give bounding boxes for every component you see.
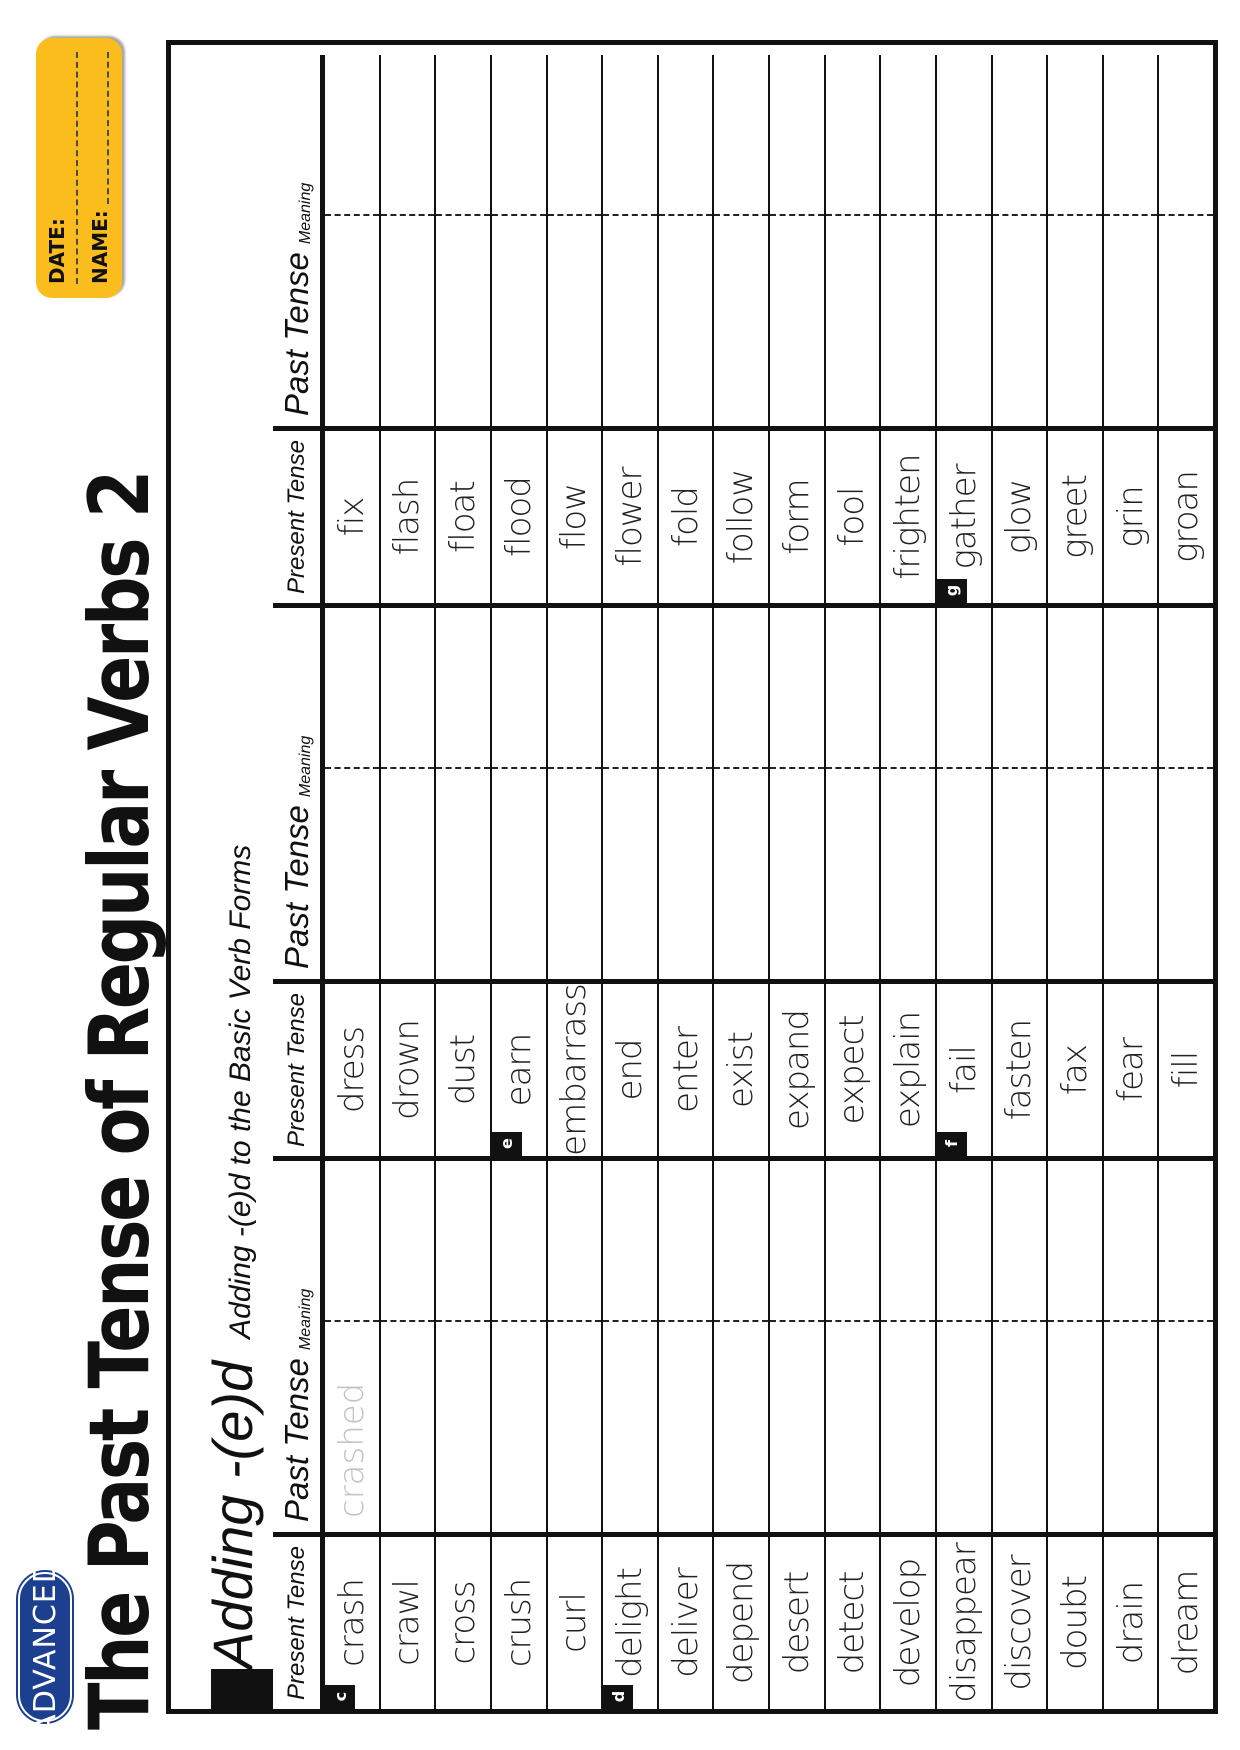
present-verb: depend <box>721 1561 762 1685</box>
past-tense-write-area[interactable] <box>436 767 490 979</box>
present-verb: flood <box>498 477 539 557</box>
present-verb: enter <box>665 1027 706 1113</box>
past-tense-write-area[interactable] <box>826 767 880 979</box>
past-tense-write-area[interactable] <box>492 1320 546 1532</box>
present-verb: desert <box>776 1571 817 1675</box>
present-verb-cell <box>381 1537 437 1709</box>
present-verb: crawl <box>387 1580 428 1666</box>
past-tense-write-area[interactable] <box>993 214 1047 426</box>
present-verb: drain <box>1110 1581 1151 1665</box>
past-tense-write-area[interactable] <box>714 214 768 426</box>
present-verb: fix <box>331 497 372 537</box>
past-tense-answer-cell[interactable] <box>1048 608 1104 979</box>
past-tense-write-area[interactable] <box>1104 767 1158 979</box>
past-tense-answer-cell[interactable] <box>548 1161 604 1532</box>
present-verb-cell <box>770 1537 826 1709</box>
present-verb: dream <box>1166 1570 1207 1676</box>
present-verb: detect <box>832 1571 873 1675</box>
present-verb: fold <box>665 487 706 547</box>
present-verb: crush <box>498 1578 539 1668</box>
present-verb-cell <box>993 431 1049 603</box>
level-badge: ADVANCED <box>18 1572 72 1722</box>
name-label: NAME: <box>88 210 112 284</box>
present-verb-cell <box>548 431 604 603</box>
present-verb: dust <box>443 1034 484 1106</box>
past-tense-write-area[interactable] <box>436 214 490 426</box>
date-row <box>38 52 78 284</box>
present-tense-column <box>273 426 1213 603</box>
past-tense-answer-cell[interactable] <box>325 55 381 426</box>
section-subheading: Adding -(e)d to the Basic Verb Forms <box>224 844 257 1339</box>
name-field[interactable] <box>91 52 109 204</box>
past-tense-write-area[interactable] <box>1159 214 1213 426</box>
name-row <box>80 52 120 284</box>
meaning-label: Meaning <box>296 735 314 798</box>
past-tense-write-area[interactable] <box>826 1320 880 1532</box>
present-tense-column <box>273 1532 1213 1709</box>
present-verb: drown <box>387 1020 428 1120</box>
past-tense-answer-cell[interactable] <box>714 1161 770 1532</box>
past-tense-write-area[interactable] <box>1159 1320 1213 1532</box>
past-tense-column <box>273 55 1213 426</box>
past-tense-answer-cell[interactable] <box>381 1161 437 1532</box>
past-tense-write-area[interactable] <box>1048 767 1102 979</box>
past-tense-answer-cell[interactable] <box>603 55 659 426</box>
past-tense-answer-cell[interactable] <box>659 1161 715 1532</box>
present-verb-cell <box>659 431 715 603</box>
past-tense-answer-cell[interactable] <box>770 608 826 979</box>
present-verb: groan <box>1166 471 1207 563</box>
present-verb-cell <box>325 1537 381 1709</box>
meaning-label: Meaning <box>296 1288 314 1351</box>
past-tense-answer-cell[interactable] <box>881 1161 937 1532</box>
present-verb-cell <box>1159 1537 1213 1709</box>
past-tense-answer-cell[interactable] <box>826 55 882 426</box>
past-tense-answer-cell[interactable] <box>325 608 381 979</box>
past-tense-answer-cell[interactable] <box>770 55 826 426</box>
past-tense-write-area[interactable] <box>1104 1320 1158 1532</box>
past-tense-answer-cell[interactable] <box>826 1161 882 1532</box>
present-verb-cell <box>1159 984 1213 1156</box>
present-verb-cell <box>548 984 604 1156</box>
past-tense-answer-cell[interactable] <box>714 55 770 426</box>
page-title: The Past Tense of Regular Verbs 2 <box>71 472 168 1730</box>
past-tense-write-area[interactable] <box>381 767 435 979</box>
past-tense-write-area[interactable] <box>603 767 657 979</box>
past-tense-answer-cell[interactable] <box>993 608 1049 979</box>
past-tense-label: Past Tense <box>277 252 315 416</box>
past-tense-column <box>273 1161 1213 1532</box>
past-tense-write-area[interactable] <box>881 1320 935 1532</box>
verb-table-frame <box>166 40 1218 1714</box>
present-verb: explain <box>888 1011 929 1129</box>
past-tense-answer-cell[interactable] <box>548 608 604 979</box>
present-tense-header: Present Tense <box>273 1537 325 1709</box>
present-verb-cell <box>1104 1537 1160 1709</box>
present-verb-cell <box>1048 1537 1104 1709</box>
present-verb: discover <box>999 1555 1040 1691</box>
present-verb: expect <box>832 1015 873 1125</box>
present-verb-cell <box>381 431 437 603</box>
present-verb: disappear <box>943 1543 984 1703</box>
present-verb-cell <box>659 984 715 1156</box>
past-tense-write-area[interactable] <box>770 767 824 979</box>
present-verb: earn <box>498 1033 539 1107</box>
present-tense-header: Present Tense <box>273 984 325 1156</box>
present-verb: fool <box>832 487 873 547</box>
present-verb: follow <box>721 469 762 565</box>
present-verb-cell <box>325 984 381 1156</box>
letter-tab: c <box>325 1685 355 1709</box>
past-tense-write-area[interactable] <box>937 1320 991 1532</box>
present-verb-cell <box>436 984 492 1156</box>
past-tense-answer-cell[interactable] <box>492 608 548 979</box>
present-tense-header: Present Tense <box>273 431 325 603</box>
letter-tab: e <box>492 1132 522 1156</box>
past-tense-answer-cell[interactable] <box>325 1161 381 1532</box>
past-tense-write-area[interactable] <box>770 214 824 426</box>
present-verb: flash <box>387 478 428 556</box>
present-verb: crash <box>331 1579 372 1667</box>
present-verb: fax <box>1054 1045 1095 1095</box>
past-tense-header <box>273 55 325 426</box>
past-tense-answer-cell[interactable] <box>937 608 993 979</box>
present-verb-cell <box>659 1537 715 1709</box>
present-verb-cell <box>937 984 993 1156</box>
past-tense-write-area[interactable] <box>548 1320 602 1532</box>
present-verb: develop <box>888 1558 929 1688</box>
present-verb-cell <box>714 431 770 603</box>
present-verb-cell <box>436 431 492 603</box>
past-tense-write-area[interactable] <box>770 1320 824 1532</box>
present-verb-cell <box>1104 431 1160 603</box>
letter-tab: f <box>937 1132 967 1156</box>
present-tense-column <box>273 979 1213 1156</box>
sample-answer: crashed <box>331 1382 372 1518</box>
past-tense-write-area[interactable] <box>881 767 935 979</box>
past-tense-answer-cell[interactable] <box>659 608 715 979</box>
past-tense-answer-cell[interactable] <box>881 608 937 979</box>
present-verb-cell <box>603 984 659 1156</box>
past-tense-write-area[interactable] <box>714 767 768 979</box>
past-tense-write-area[interactable] <box>1104 214 1158 426</box>
present-verb: glow <box>999 479 1040 555</box>
past-tense-write-area[interactable] <box>1048 1320 1102 1532</box>
verb-group <box>273 55 1213 608</box>
present-verb: frighten <box>888 454 929 580</box>
present-verb-cell <box>603 431 659 603</box>
date-name-box <box>36 38 122 298</box>
present-verb-cell <box>826 984 882 1156</box>
present-verb: delight <box>609 1568 650 1678</box>
past-tense-answer-cell[interactable] <box>1048 55 1104 426</box>
present-verb-cell <box>826 1537 882 1709</box>
past-tense-write-area[interactable] <box>881 214 935 426</box>
past-tense-header <box>273 608 325 979</box>
past-tense-label: Past Tense <box>277 1358 315 1522</box>
verb-group <box>273 1161 1213 1709</box>
present-verb: flow <box>554 483 595 551</box>
past-tense-write-area[interactable] <box>659 214 713 426</box>
date-label: DATE: <box>45 218 69 284</box>
past-tense-write-area[interactable] <box>381 214 435 426</box>
present-verb-cell <box>381 984 437 1156</box>
past-tense-write-area[interactable] <box>659 1320 713 1532</box>
past-tense-write-area[interactable] <box>603 1320 657 1532</box>
past-tense-answer-cell[interactable] <box>1159 608 1213 979</box>
past-tense-answer-cell[interactable] <box>1104 55 1160 426</box>
past-tense-write-area[interactable] <box>937 767 991 979</box>
past-tense-write-area[interactable] <box>659 767 713 979</box>
past-tense-answer-cell[interactable] <box>1159 1161 1213 1532</box>
present-verb-cell <box>714 1537 770 1709</box>
past-tense-answer-cell[interactable] <box>881 55 937 426</box>
past-tense-answer-cell[interactable] <box>1104 608 1160 979</box>
present-verb: deliver <box>665 1568 706 1678</box>
present-verb: curl <box>554 1593 595 1653</box>
past-tense-write-area[interactable] <box>325 214 379 426</box>
present-verb: fill <box>1166 1051 1207 1089</box>
present-verb-cell <box>1159 431 1213 603</box>
present-verb: exist <box>721 1032 762 1108</box>
present-verb: fail <box>943 1046 984 1094</box>
past-tense-answer-cell[interactable] <box>381 55 437 426</box>
past-tense-write-area[interactable] <box>381 1320 435 1532</box>
past-tense-answer-cell[interactable] <box>436 608 492 979</box>
present-verb-cell <box>770 984 826 1156</box>
past-tense-answer-cell[interactable] <box>714 608 770 979</box>
past-tense-answer-cell[interactable] <box>770 1161 826 1532</box>
present-verb: flower <box>609 467 650 567</box>
present-verb-cell <box>492 984 548 1156</box>
past-tense-label: Past Tense <box>277 805 315 969</box>
past-tense-header <box>273 1161 325 1532</box>
past-tense-answer-cell[interactable] <box>381 608 437 979</box>
past-tense-write-area[interactable] <box>826 214 880 426</box>
present-verb-cell <box>548 1537 604 1709</box>
present-verb-cell <box>603 1537 659 1709</box>
past-tense-write-area[interactable] <box>993 767 1047 979</box>
present-verb-cell <box>881 1537 937 1709</box>
present-verb-cell <box>881 431 937 603</box>
past-tense-write-area[interactable] <box>548 767 602 979</box>
past-tense-answer-cell[interactable] <box>937 1161 993 1532</box>
present-verb: embarrass <box>554 984 595 1156</box>
date-field[interactable] <box>48 52 66 212</box>
past-tense-write-area[interactable] <box>548 214 602 426</box>
section-heading: Adding -(e)d <box>201 1360 264 1669</box>
present-verb-cell <box>1104 984 1160 1156</box>
past-tense-answer-cell[interactable] <box>1048 1161 1104 1532</box>
past-tense-answer-cell[interactable] <box>603 608 659 979</box>
meaning-label: Meaning <box>296 182 314 245</box>
past-tense-write-area[interactable] <box>492 214 546 426</box>
past-tense-write-area[interactable] <box>993 1320 1047 1532</box>
past-tense-column <box>273 608 1213 979</box>
verb-group <box>273 608 1213 1161</box>
past-tense-answer-cell[interactable] <box>436 1161 492 1532</box>
present-verb-cell <box>436 1537 492 1709</box>
present-verb: expand <box>776 1010 817 1130</box>
present-verb: gather <box>943 464 984 570</box>
present-verb-cell <box>937 1537 993 1709</box>
past-tense-answer-cell[interactable] <box>937 55 993 426</box>
present-verb: end <box>609 1039 650 1101</box>
past-tense-answer-cell[interactable] <box>548 55 604 426</box>
past-tense-answer-cell[interactable] <box>659 55 715 426</box>
past-tense-write-area[interactable] <box>937 214 991 426</box>
letter-tab: d <box>603 1685 633 1709</box>
present-verb-cell <box>770 431 826 603</box>
past-tense-write-area[interactable] <box>1159 767 1213 979</box>
verb-grid <box>273 45 1213 1709</box>
past-tense-answer-cell[interactable] <box>1104 1161 1160 1532</box>
present-verb-cell <box>1048 431 1104 603</box>
past-tense-answer-cell[interactable] <box>993 55 1049 426</box>
past-tense-answer-cell[interactable] <box>492 1161 548 1532</box>
past-tense-answer-cell[interactable] <box>492 55 548 426</box>
present-verb: grin <box>1110 486 1151 548</box>
past-tense-answer-cell[interactable] <box>603 1161 659 1532</box>
present-verb-cell <box>1048 984 1104 1156</box>
present-verb-cell <box>714 984 770 1156</box>
past-tense-answer-cell[interactable] <box>436 55 492 426</box>
past-tense-write-area[interactable] <box>492 767 546 979</box>
past-tense-write-area[interactable] <box>1048 214 1102 426</box>
past-tense-write-area[interactable] <box>714 1320 768 1532</box>
present-verb-cell <box>993 1537 1049 1709</box>
present-verb-cell <box>826 431 882 603</box>
past-tense-write-area[interactable] <box>436 1320 490 1532</box>
present-verb-cell <box>993 984 1049 1156</box>
present-verb: fear <box>1110 1038 1151 1102</box>
present-verb: fasten <box>999 1019 1040 1121</box>
present-verb-cell <box>325 431 381 603</box>
past-tense-write-area[interactable] <box>325 767 379 979</box>
present-verb-cell <box>492 1537 548 1709</box>
section-heading-row <box>171 45 273 1709</box>
past-tense-write-area[interactable] <box>603 214 657 426</box>
present-verb: form <box>776 479 817 555</box>
present-verb: doubt <box>1054 1576 1095 1670</box>
present-verb: cross <box>443 1581 484 1665</box>
present-verb: dress <box>331 1026 372 1114</box>
past-tense-answer-cell[interactable] <box>1159 55 1213 426</box>
present-verb: greet <box>1054 475 1095 559</box>
present-verb-cell <box>492 431 548 603</box>
letter-tab: g <box>937 579 967 603</box>
present-verb-cell <box>937 431 993 603</box>
past-tense-answer-cell[interactable] <box>993 1161 1049 1532</box>
past-tense-answer-cell[interactable] <box>826 608 882 979</box>
present-verb-cell <box>881 984 937 1156</box>
present-verb: float <box>443 481 484 553</box>
